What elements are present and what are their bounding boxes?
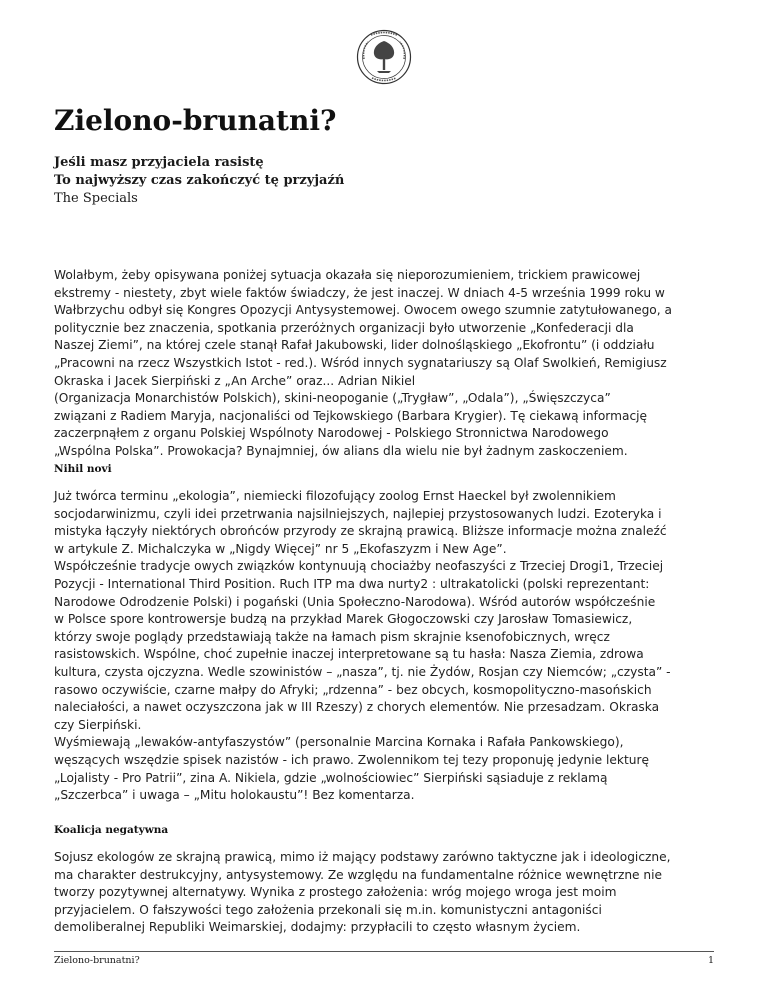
text-line: Sojusz ekologów ze skrajną prawicą, mimo iż mający podstawy zarówno taktyczne jak i ideologiczne, (54, 850, 671, 864)
text-line: węszących wszędzie spisek nazistów - ich prawo. Zwolennikom tej tezy proponuję jedynie lekturę (54, 752, 650, 767)
footer-divider (54, 951, 714, 952)
text-line: Wałbrzychu odbył się Kongres Opozycji Antysystemowej. Owocem owego szumnie zatytułowanego, a (54, 303, 672, 318)
text-line: (Organizacja Monarchistów Polskich), skini-neopoganie („Trygław”, „Odala”), „Święszczyca” (54, 391, 611, 406)
text-line: mistyka łączyły niektórych obrońców przyrody ze skrajną prawicą. Bliższe informacje można znaleźć (54, 524, 667, 539)
text-line: przyjacielem. O fałszywości tego założenia przekonali się m.in. komunistyczni antagoniści (54, 902, 602, 917)
section-nihil-novi-body (54, 488, 718, 805)
intro-paragraph (54, 267, 718, 461)
text-line: „Pracowni na rzecz Wszystkich Istot - red.). Wśród innych sygnatariuszy są Olaf Swolkień, Remigiusz (54, 355, 667, 370)
epigraph (54, 154, 344, 208)
text-line: którzy swoje poglądy przedstawiają także na łamach pism skrajnie ksenofobicznych, wręcz (54, 629, 610, 644)
text-line: Pozycji - International Third Position. Ruch ITP ma dwa nurty2 : ultrakatolicki (polski reprezentant: (54, 576, 650, 591)
text-line: „Wspólna Polska”. Prowokacja? Bynajmniej, ów alians dla wielu nie był żadnym zaskoczeniem. (54, 443, 628, 458)
text-line: „Lojalisty - Pro Patrii”, zina A. Nikiela, gdzie „wolnościowiec” Sierpiński sąsiaduje z reklamą (54, 770, 608, 785)
text-line: Wolałbym, żeby opisywana poniżej sytuacja okazała się nieporozumieniem, trickiem prawicowej (54, 268, 641, 282)
text-line: w Polsce spore kontrowersje budzą na przykład Marek Głogoczowski czy Jarosław Tomasiewicz, (54, 612, 633, 627)
seal-logo (356, 29, 412, 85)
section-heading-koalicja-negatywna: Koalicja negatywna (54, 824, 169, 836)
footer-title: Zielono-brunatni? (54, 955, 140, 966)
text-line: socjodarwinizmu, czyli idei przetrwania najsilniejszych, najlepiej przystosowanych ludzi. Ezoteryka i (54, 506, 662, 521)
section-koalicja-body (54, 849, 718, 937)
text-line: Wyśmiewają „lewaków-antyfaszystów” (personalnie Marcina Kornaka i Rafała Pankowskiego), (54, 735, 624, 750)
text-line: ma charakter destrukcyjny, antysystemowy. Ze względu na fundamentalne różnice wewnętrzne nie (54, 867, 663, 882)
text-line: Okraska i Jacek Sierpiński z „An Arche” oraz... Adrian Nikiel (54, 373, 416, 388)
text-line: Narodowe Odrodzenie Polski) i pogański (Unia Społeczno-Narodowa). Wśród autorów współcześnie (54, 594, 656, 609)
text-line: naleciałości, a nawet oczyszczona jak w III Rzeszy) z chorych elementów. Nie przesadzam. Okraska (54, 700, 660, 715)
text-line: „Szczerbca” i uwaga – „Mitu holokaustu”! Bez komentarza. (54, 788, 415, 803)
document-title: Zielono-brunatni? (54, 104, 337, 137)
text-line: demoliberalnej Republiki Weimarskiej, dodajmy: przypłacili to często własnym życiem. (54, 920, 581, 935)
text-line: tworzy pozytywnej alternatywy. Wynika z prostego założenia: wróg mojego wroga jest moim (54, 885, 617, 900)
epigraph-source: The Specials (54, 191, 138, 206)
text-line: zaczerpnąłem z organu Polskiej Wspólnoty Narodowej - Polskiego Stronnictwa Narodowego (54, 426, 609, 441)
text-line: rasistowskich. Wspólne, choć zupełnie inaczej interpretowane są tu hasła: Nasza Ziemia, zdrowa (54, 647, 644, 662)
epigraph-line-2: To najwyższy czas zakończyć tę przyjaźń (54, 173, 345, 188)
page-number: 1 (707, 955, 714, 966)
text-line: ekstremy - niestety, zbyt wiele faktów świadczy, że jest inaczej. W dniach 4-5 września 1999 roku w (54, 285, 665, 300)
text-line: kultura, czysta ojczyzna. Wedle szowinistów – „nasza”, tj. nie Żydów, Rosjan czy Niemców; „czysta” - (54, 664, 671, 679)
text-line: rasowo oczywiście, czarne małpy do Afryki; „rdzenna” - bez obcych, kosmopolityczno-masońskich (54, 682, 652, 697)
text-line: politycznie bez znaczenia, spotkania przeróżnych organizacji było utworzenie „Konfederacji dla (54, 320, 634, 335)
epigraph-line-1: Jeśli masz przyjaciela rasistę (54, 155, 264, 170)
text-line: czy Sierpiński. (54, 717, 142, 732)
text-line: w artykule Z. Michalczyka w „Nigdy Więcej” nr 5 „Ekofaszyzm i New Age”. (54, 541, 507, 556)
text-line: Współcześnie tradycje owych związków kontynuują chociażby neofaszyści z Trzeciej Drogi1, Trzeciej (54, 559, 664, 574)
section-heading-nihil-novi: Nihil novi (54, 463, 112, 475)
text-line: związani z Radiem Maryja, nacjonaliści od Tejkowskiego (Barbara Krygier). Tę ciekawą informację (54, 408, 648, 423)
text-line: Naszej Ziemi”, na której czele stanął Rafał Jakubowski, lider dolnośląskiego „Ekofrontu” (i oddziału (54, 338, 655, 353)
text-line: Już twórca terminu „ekologia”, niemiecki filozofujący zoolog Ernst Haeckel był zwolennikiem (54, 489, 616, 503)
